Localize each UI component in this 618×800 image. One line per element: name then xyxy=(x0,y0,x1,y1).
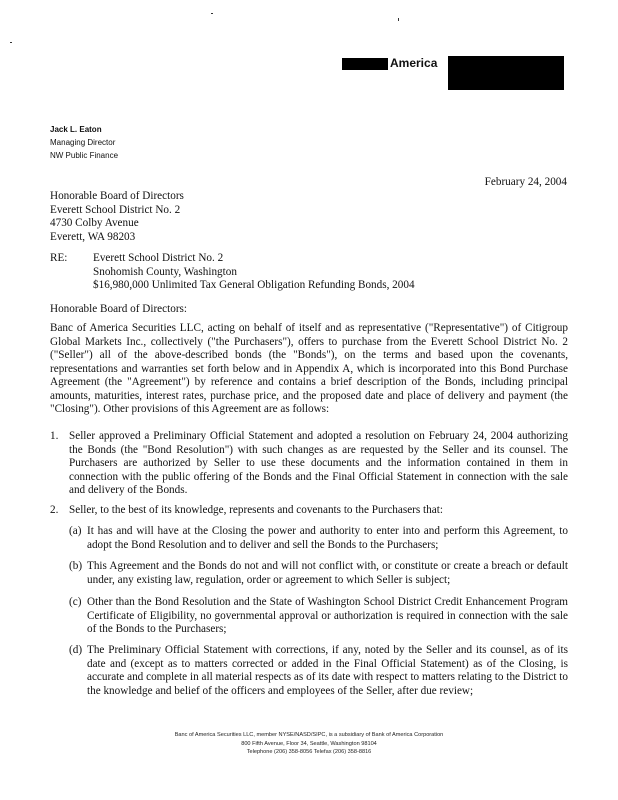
scan-speck xyxy=(10,42,12,43)
addressee-line: 4730 Colby Avenue xyxy=(50,217,139,229)
re-label: RE: xyxy=(50,252,68,264)
scan-speck xyxy=(211,13,213,14)
letter-date: February 24, 2004 xyxy=(484,176,567,188)
letterhead-redaction-left xyxy=(342,58,388,70)
signatory-block xyxy=(50,123,118,162)
addressee-line: Honorable Board of Directors xyxy=(50,190,184,202)
item-number: 2. xyxy=(50,504,59,516)
signatory-title: Managing Director xyxy=(50,138,116,147)
signatory-department: NW Public Finance xyxy=(50,151,119,160)
footer-line: 800 Fifth Avenue, Floor 34, Seattle, Washington 98104 xyxy=(241,740,377,747)
signatory-name: Jack L. Eaton xyxy=(50,125,102,134)
subitem-letter: (b) xyxy=(69,560,83,572)
re-block xyxy=(93,252,415,293)
letterhead-redaction-right xyxy=(448,56,564,90)
footer-line: Banc of America Securities LLC, member NYSE/NASD/SIPC, is a subsidiary of Bank of America Corporation xyxy=(174,732,444,738)
subitem-letter: (c) xyxy=(69,596,82,608)
re-line: Snohomish County, Washington xyxy=(93,265,237,278)
intro-paragraph: Banc of America Securities LLC, acting on behalf of itself and as representative ("Representative") of Citigroup Global Markets Inc., collectively ("the Purchasers"), offers to purchase from the Everett School District No. 2 ("Seller") all of the above-described bonds (the "Bonds"), on the terms and based upon the covenants, representations and warranties set forth below and in Appendix A, which is incorporated into this Bond Purchase Agreement (the "Agreement") by reference and contains a brief description of the Bonds, including principal amounts, maturities, interest rates, purchase price, and the proposed date and place of delivery and payment (the "Closing"). Other provisions of this Agreement are as follows: xyxy=(50,322,568,415)
item-text: Seller, to the best of its knowledge, represents and covenants to the Purchasers that: xyxy=(69,504,443,516)
item-text: Seller approved a Preliminary Official Statement and adopted a resolution on February 24, 2004 authorizing the Bonds (the "Bond Resolution") with such changes as are requested by the Seller and its counsel. The Purchasers are authorized by Seller to use these documents and the information contained in them in connection with the public offering of the Bonds and the Final Official Statement in connection with the sale and delivery of the Bonds. xyxy=(69,430,568,496)
subitem-text: The Preliminary Official Statement with corrections, if any, noted by the Seller and its counsel, as of its date and (except as to matters corrected or added in the Final Official Statement) as of the Closing, is accurate and complete in all material respects as of its date with respect to matters relating to the District to the knowledge and belief of the officers and employees of the Seller, after due review; xyxy=(87,644,568,697)
letterhead-brand-text: America xyxy=(390,56,438,70)
subitem-text: This Agreement and the Bonds do not and will not conflict with, or constitute or create a breach or default under, any existing law, regulation, order or agreement to which Seller is subject; xyxy=(87,560,568,586)
salutation: Honorable Board of Directors: xyxy=(50,303,188,315)
footer-line: Telephone (206) 358-8056 Telefax (206) 358-8816 xyxy=(246,749,372,755)
subitem-text: It has and will have at the Closing the power and authority to enter into and perform this Agreement, to adopt the Bond Resolution and to deliver and sell the Bonds to the Purchasers; xyxy=(87,525,568,551)
subitem-text: Other than the Bond Resolution and the State of Washington School District Credit Enhancement Program Certificate of Eligibility, no governmental approval or authorization is required in connection with the sale of the Bonds to the Purchasers; xyxy=(87,596,568,635)
addressee-line: Everett, WA 98203 xyxy=(50,230,136,243)
addressee-block xyxy=(50,190,184,244)
subitem-letter: (d) xyxy=(69,644,83,656)
item-number: 1. xyxy=(50,430,59,442)
re-line: Everett School District No. 2 xyxy=(93,252,224,264)
subitem-letter: (a) xyxy=(69,525,82,537)
re-line: $16,980,000 Unlimited Tax General Obligation Refunding Bonds, 2004 xyxy=(93,279,415,291)
page-footer xyxy=(109,731,509,757)
addressee-line: Everett School District No. 2 xyxy=(50,203,181,216)
scan-speck xyxy=(398,18,399,21)
